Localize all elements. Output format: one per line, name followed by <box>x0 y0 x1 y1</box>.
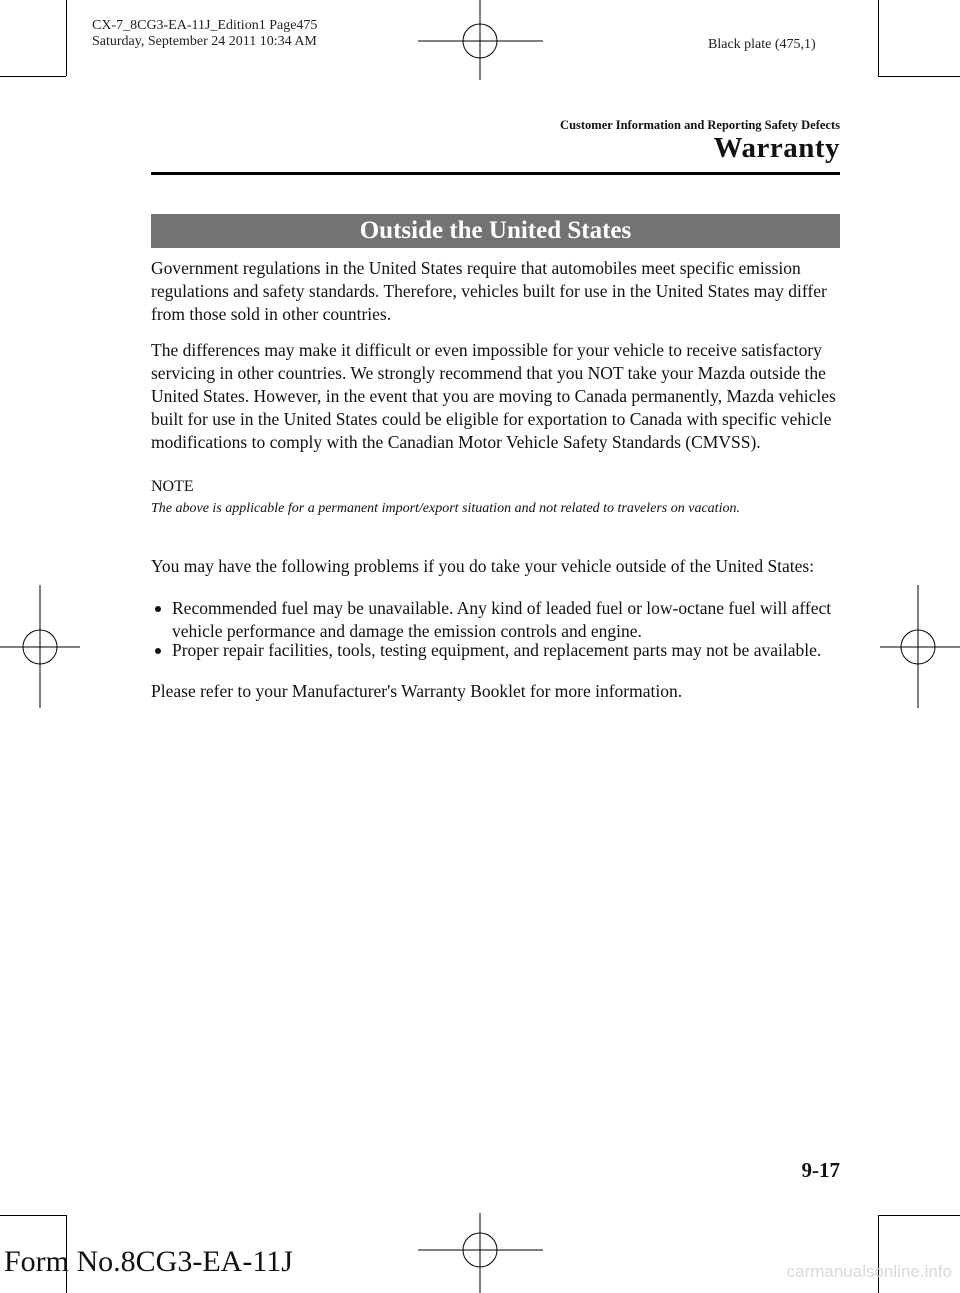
note-heading: NOTE <box>151 478 194 495</box>
print-meta-line1: CX-7_8CG3-EA-11J_Edition1 Page475 <box>92 18 318 33</box>
problems-intro: You may have the following problems if you do take your vehicle outside of the United States: <box>151 556 815 576</box>
bullet-icon <box>155 606 161 612</box>
bullet-item-fuel <box>151 597 841 643</box>
closing-text: Please refer to your Manufacturer's Warranty Booklet for more information. <box>151 681 683 701</box>
watermark-text: carmanualsonline.info <box>786 1262 952 1281</box>
bullet-icon <box>155 648 161 654</box>
plate-label: Black plate (475,1) <box>708 37 816 52</box>
form-number: Form No.8CG3-EA-11J <box>4 1245 293 1278</box>
section-kicker: Customer Information and Reporting Safety Defects <box>560 118 840 132</box>
bullet-text: Recommended fuel may be unavailable. Any kind of leaded fuel or low-octane fuel will affect vehicle performance and damage the emission controls and engine. <box>172 598 832 641</box>
bullet-item-repair <box>151 639 841 685</box>
print-meta <box>92 18 317 50</box>
section-title: Warranty <box>713 132 840 164</box>
print-meta-line2: Saturday, September 24 2011 10:34 AM <box>92 34 317 49</box>
paragraph-differences: The differences may make it difficult or even impossible for your vehicle to receive satisfactory servicing in other countries. We strongly recommend that you NOT take your Mazda outside the United States. However, in the event that you are moving to Canada permanently, Mazda vehicles built for use in the United States could be eligible for exportation to Canada with specific vehicle modifications to comply with the Canadian Motor Vehicle Safety Standards (CMVSS). <box>151 340 836 452</box>
page-number: 9-17 <box>801 1158 840 1182</box>
note-text: The above is applicable for a permanent import/export situation and not related to travelers on vacation. <box>151 501 740 516</box>
bullet-text: Proper repair facilities, tools, testing equipment, and replacement parts may not be available. <box>172 640 822 660</box>
header-rule <box>151 172 840 175</box>
section-banner: Outside the United States <box>151 214 840 248</box>
paragraph-regulations: Government regulations in the United States require that automobiles meet specific emission regulations and safety standards. Therefore, vehicles built for use in the United States may differ from those sold in other countries. <box>151 258 827 324</box>
